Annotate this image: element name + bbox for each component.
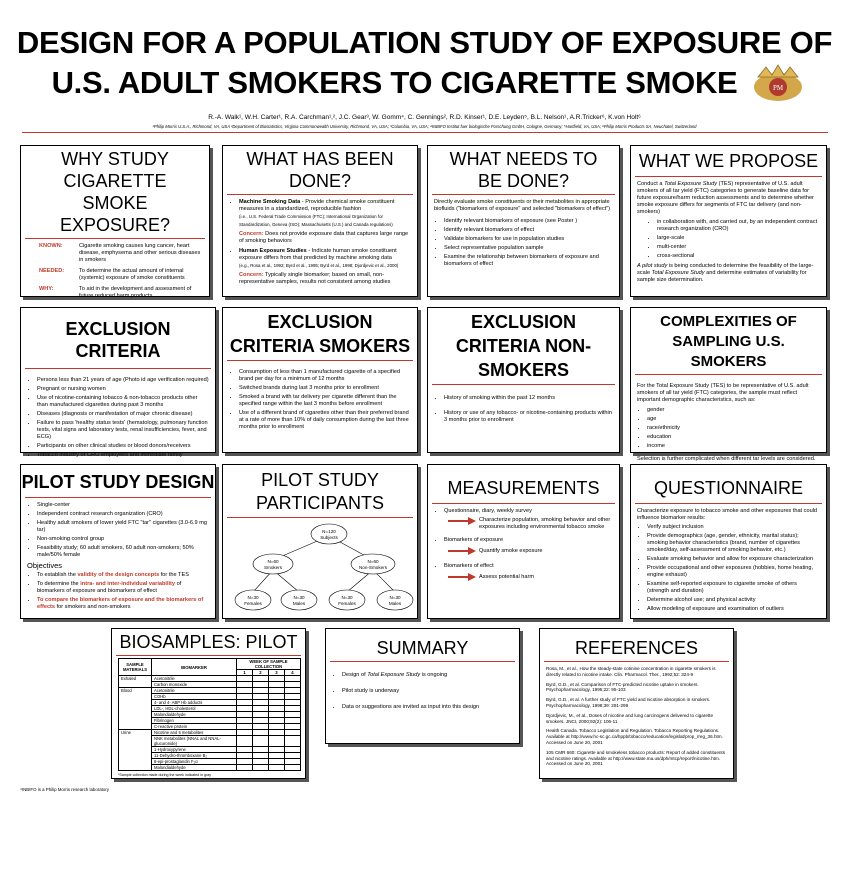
panel-title: COMPLEXITIES OF SAMPLING U.S. SMOKERS [660,313,797,370]
biomarker: NNK metabolites (NNAL and NNAL-glucuronide) [152,736,237,747]
list-item: • Independent contract research organization (CRO) [37,511,209,518]
week-header: 2 [252,670,268,676]
arrow-icon [448,517,476,525]
node-nonsmokers-males [377,590,413,610]
sample-material: Blood [119,688,152,730]
reference-item: 105 CMR 660: Cigarette and smokeless tobacco products: Report of added constituents and nicotine ratings. Available at http://www.state.ma.us/dph/mtcp/report/nicotine.htm. Accessed on June 20, 2001 [546,749,726,767]
list-item: • Single-center [37,502,209,509]
panel-title: WHAT WE PROPOSE [638,151,819,171]
reference-item: Rosa, M., et al., How the steady-state cotinine concentration in cigarette smokers is directly related to nicotine intake. Clin. Pharmacol. Ther., 1992;52: 324-9 [546,666,716,677]
biomarker: 8-epi-prostaglandin F₂α [152,759,237,765]
biomarker: Malondialdehyde [152,765,237,771]
panel-title: EXCLUSION CRITERIA SMOKERS [229,312,411,356]
panel-title: MEASUREMENTS [447,478,600,498]
week-cell [237,736,253,747]
list-item: • large-scale [657,235,820,242]
biomarker: Carbon monoxide [152,682,237,688]
panel-title: PILOT STUDY DESIGN [21,472,215,492]
pilot-study-design-panel [20,464,216,619]
week-header: 3 [268,670,284,676]
questionnaire-intro: Characterize exposure to tobacco smoke and other exposures that could influence biomarker results: [637,508,818,521]
known-label: KNOWN: [39,243,63,249]
biomarker: C-reactive protein [152,724,237,730]
authors: R.-A. Walk¹, W.H. Carter¹, R.A. Carchman¹,², J.C. Gear³, W. Gomm⁴, C. Gennings², R.D. Kinser¹, D.E. Leyden⁵, B.L. Nelson¹, A.R.Tricker⁶, K.von Holt⁶ [208,114,641,121]
panel-title: WHAT NEEDS TO BE DONE? [449,149,598,191]
table-header: SAMPLE MATERIALS [119,659,152,676]
list-item: • Tobacco industry or CRO employees and immediate family [37,452,209,459]
leaf-label: Females [244,601,262,606]
list-item: • Determine alcohol use; and physical activity [647,597,820,604]
biomarker: Fibrinogen [152,718,237,724]
leaf-n: N=30 [293,595,305,600]
table-header: BIOMARKER [152,659,237,676]
biomarker: LDL-, HDL-cholesterol [152,706,237,712]
list-item: • Feasibility study; 60 adult smokers, 60 adult non-smokers; 50% male/50% female [37,545,209,559]
needs-intro: Directly evaluate smoke constituents or their metabolites in appropriate biofluids ("biomarkers of exposure" and selected "biomarkers of effect") [434,199,611,212]
list-item: • age [647,416,820,423]
leaf-label: Females [338,601,356,606]
philip-morris-crest-logo [752,63,804,103]
poster-title-line2: U.S. ADULT SMOKERS TO CIGARETTE SMOKE [51,65,738,100]
arrow-icon [448,547,476,555]
list-item: • Healthy adult smokers of lower yield FTC "tar" cigarettes (3.0-6.9 mg tar) [37,520,209,534]
list-item: • income [647,443,820,450]
list-item: • To establish the validity of the design concepts for the TES [37,572,209,579]
list-item: • Design of Total Exposure Study is ongoing [342,672,513,679]
nonsmokers-n: N=60 [367,559,379,564]
node-subjects [311,524,347,544]
biomarker: 1-Hydroxypyrene [152,747,237,753]
table-note: *Sample collection made during the week indicated in gray [118,773,212,777]
propose-text: Conduct a Total Exposure Study (TES) representative of U.S. adult smokers of all tar yield (FTC) categories to generate baseline data for future exposure/harm reduction assessments and to determine whether smoke exposure differs for segments of FTC tar delivery (and non-smokers) [637,181,814,215]
root-n: N=120 [322,529,336,534]
list-item: • Verify subject inclusion [647,524,820,531]
list-item: • Participants on other clinical studies or blood donors/receivers [37,443,209,450]
list-item: • education [647,434,820,441]
list-item: • gender [647,407,820,414]
list-item: • Use of nicotine-containing tobacco & non-tobacco products other than manufactured cigarettes during past 3 months [37,395,209,409]
smokers-n: N=60 [267,559,279,564]
references-panel [539,628,734,779]
list-item: • Persons less than 21 years of age (Photo id age verification required) [37,377,209,384]
list-item: • Smoked a brand with tar delivery per cigarette different than the specified range within the last 3 months before enrollment [239,394,411,408]
list-item: • To determine the intra- and inter-individual variability of biomarkers of exposure and biomarkers of effect [37,581,209,595]
what-we-propose-panel [630,145,827,297]
node-nonsmokers [351,554,395,574]
logo-text: PM [772,84,784,92]
panel-title: PILOT STUDY PARTICIPANTS [255,470,385,513]
list-item: • Validate biomarkers for use in population studies [444,236,613,243]
needed-text: To determine the actual amount of internal (systemic) exposure of smoke constituents [79,268,185,281]
list-item: • Select representative population sample [444,245,613,252]
node-nonsmokers-females [329,590,365,610]
sample-material: Exhaled [119,676,152,688]
complexities-outro: Selection is further complicated when different tar levels are considered. [637,456,816,462]
list-item: • Identify relevant biomarkers of effect [444,227,613,234]
biomarker: 11-Dehydro-thromboxane B₂ [152,753,237,759]
objectives-label: Objectives [27,561,63,570]
list-item: • Diseases (diagnosis or manifestation of major chronic disease) [37,411,209,418]
list-item: • Biomarkers of exposure [444,537,613,544]
list-item: • Data or suggestions are invited as input into this design [342,704,513,711]
panel-title: SUMMARY [376,638,469,658]
week-cell [268,736,284,747]
exclusion-criteria-panel [20,307,216,458]
list-item: • in collaboration with, and carried out, by an independent contract research organization (CRO) [657,219,820,233]
list-item: • Allow modeling of exposure and examination of outliers [647,606,820,613]
list-item: • History or use of any tobacco- or nicotine-containing products within 3 months prior to enrollment [444,410,613,424]
list-item: • Examine the relationship between biomarkers of exposure and biomarkers of effect [444,254,613,268]
table-header: WEEK OF SAMPLE COLLECTION [237,659,301,670]
summary-panel [325,628,520,744]
arrow-icon [448,573,476,581]
questionnaire-panel [630,464,827,619]
list-item: • History of smoking within the past 12 months [444,395,613,402]
list-item: • To compare the biomarkers of exposure and the biomarkers of effects for smokers and non-smokers [37,597,209,611]
measurements-panel [427,464,620,619]
list-item: • Questionnaire, diary, weekly survey [444,508,613,515]
footnote: ⁴INBIFO is a Philip Morris research laboratory [20,787,109,792]
what-has-been-done-panel: WHAT HAS BEEN DONE? • Machine Smoking Data - Provide chemical smoke constituent measures in a standardized, reproducible fashion (i.e., U.S. Federal Trade Commission (FTC); International Organization for Standardization, Geneva (ISO); Massachusetts (U.S.) and Canada regulations) Concern: Does not provide exposure data that captures large range of smoking behaviors • Human Exposure Studies - Indicate human smoke constituent exposure differs from that predicted by machine smoking data (e.g., Rosa et al., 1992; Byrd et al., 1995; Byrd et al., 1998; Djordjevic et al., 2000) Concern: Typically single biomarker; based on small, non-representative samples, results not consistent among studies [222,145,418,297]
arrow-text: Assess potential harm [479,573,535,580]
list-item: • Switched brands during last 3 months prior to enrollment [239,385,411,392]
affiliations: ¹Philip Morris U.S.A., Richmond, VA, USA ²Department of Biostatistics, Virginia Commonwealth University, Richmond, VA, USA; ³Columbia, VA, USA; ⁴INBIFO Institut fuer biologische Forschung GmbH, Cologne, Germany; ⁵Hartfield, VA, USA; ⁶Philip Morris Products SA, Neuchatel, Switzerland [152,124,697,129]
list-item: • Consumption of less than 1 manufactured cigarette of a specified brand per day for a minimum of 12 months [239,369,411,383]
list-item: • race/ethnicity [647,425,820,432]
reference-item: Byrd, G.D., et al. Comparison of FTC-predicted nicotine uptake in smokers. Psychopharmacology, 1995;22: 95-103 [546,681,699,693]
panel-title: WHY STUDY CIGARETTE SMOKE EXPOSURE? [59,149,171,235]
biomarker: Acetonitrile [152,676,237,682]
node-smokers-females [235,590,271,610]
list-item: • Provide demographics (age, gender, ethnicity, marital status); smoking behavior characteristics (brand, number of cigarettes smoked/day, self-assessment of smoking behavior, etc.) [647,533,820,554]
pilot-text: A pilot study is being conducted to determine the feasibility of the large-scale Total Exposure Study and determine estimates of variability for sample size determination. [637,263,814,283]
leaf-label: Males [292,601,306,606]
list-item: • cross-sectional [657,253,820,260]
known-text: Cigarette smoking causes lung cancer, heart disease, emphysema and other serious diseases in smokers [79,243,201,263]
leaf-label: Males [388,601,402,606]
week-header: 1 [237,670,253,676]
week-cell [252,736,268,747]
why-text: To aid in the development and assessment of future reduced harm products [79,286,192,299]
week-header: 4 [284,670,300,676]
smokers-label: Smokers [263,565,283,570]
list-item: • Provide occupational and other exposures (hobbies, home heating, engine exhaust) [647,565,820,579]
complexities-panel [630,307,827,462]
leaf-n: N=30 [341,595,353,600]
biosamples-panel [111,628,306,779]
panel-title: EXCLUSION CRITERIA [65,319,171,361]
what-needs-to-be-done-panel [427,145,620,297]
panel-title: REFERENCES [574,638,699,658]
week-cell [268,765,284,771]
list-item: • Biomarkers of effect [444,563,613,570]
concern-label: Concern: [239,231,264,237]
root-label: Subjects [320,535,338,540]
panel-title: EXCLUSION CRITERIA NON-SMOKERS [455,312,592,380]
leaf-n: N=30 [247,595,259,600]
week-cell [284,765,300,771]
header-rule [22,132,828,133]
complexities-intro: For the Total Exposure Study (TES) to be representative of U.S. adult smokers of all tar yield (FTC) categories, the sample must reflect important demographic characteristics, such as: [637,383,809,403]
node-smokers-males [281,590,317,610]
reference-item: Byrd, G.D., et al. A further study of FTC yield and nicotine absorption in smokers. Psychopharmacology, 1998;39: 291-299 [546,697,711,708]
panel-title: QUESTIONNAIRE [653,478,804,498]
reference-item: Djordjevic, M., et al., Doses of nicotine and lung carcinogens delivered to cigarette smokers. JNCI, 2000;92(2): 106-11 [546,712,713,724]
pilot-study-participants-panel [222,464,418,619]
list-item: • Use of a different brand of cigarettes other than their preferred brand at a rate of more than 10% of daily consumption during the last three months prior to enrollment [239,410,411,431]
panel-title: BIOSAMPLES: PILOT [119,632,298,652]
sample-material: Urine [119,730,152,771]
why-study-panel [20,145,210,297]
concern-label: Concern: [239,272,264,278]
leaf-n: N=30 [389,595,401,600]
panel-title: WHAT HAS BEEN DONE? [246,149,394,191]
list-item: • Failure to pass 'healthy status tests' (hematology, pulmonary function tests, vital signs and laboratory tests, renal insufficiencies, fever, and ECG) [37,420,209,441]
biomarker: Nicotine and 5 metabolites [152,730,237,736]
week-cell [237,765,253,771]
participants-tree-diagram [223,522,419,622]
list-item: • Identify relevant biomarkers of exposure (see Poster ) [444,218,613,225]
list-item: • Non-smoking control group [37,536,209,543]
poster-title-line1: DESIGN FOR A POPULATION STUDY OF EXPOSURE OF [16,25,833,60]
week-cell [284,736,300,747]
list-item: • Machine Smoking Data - Provide chemical smoke constituent measures in a standardized, reproducible fashion (i.e., U.S. Federal Trade Commission (FTC); International Organization for Standardization, Geneva (ISO); Massachusetts (U.S.) and Canada regulations) [239,199,411,229]
list-item: • multi-center [657,244,820,251]
week-cell [252,765,268,771]
list-item: • Examine self-reported exposure to cigarette smoke of others (strength and duration) [647,581,820,595]
list-item: • Pilot study is underway [342,688,513,695]
node-smokers [253,554,293,574]
reference-item: Health Canada. Tobacco Legislation and Regulation. Tobacco Reporting Regulations. Available at http://www.hc-sc.gc.ca/hppb/tobacco/reducation/legislat/prop_rreg_36.htm. Accessed on June 20, 2001 [546,728,723,745]
exclusion-criteria-smokers-panel [222,307,418,453]
biomarker: Malondialdehyde [152,712,237,718]
why-label: WHY: [39,286,54,292]
exclusion-criteria-nonsmokers-panel [427,307,620,453]
list-item: • Human Exposure Studies - Indicate human smoke constituent exposure differs from that predicted by machine smoking data (e.g., Rosa et al., 1992; Byrd et al., 1995; Byrd et al., 1998; Djordjevic et al., 2000) [239,248,411,270]
list-item: • Evaluate smoking behavior and allow for exposure characterization [647,556,820,563]
biomarker: Acetonitrile [152,688,237,694]
biosamples-table [118,658,301,771]
biomarker: COHb [152,694,237,700]
biomarker: 4- and 4- ABP Hb adducts [152,700,237,706]
list-item: • Pregnant or nursing women [37,386,209,393]
arrow-text: Quantify smoke exposure [479,547,543,554]
arrow-text: Characterize population, smoking behavior and other exposures including environmental tobacco smoke [479,517,611,530]
needed-label: NEEDED: [39,268,65,274]
nonsmokers-label: Non-Smokers [358,565,388,570]
